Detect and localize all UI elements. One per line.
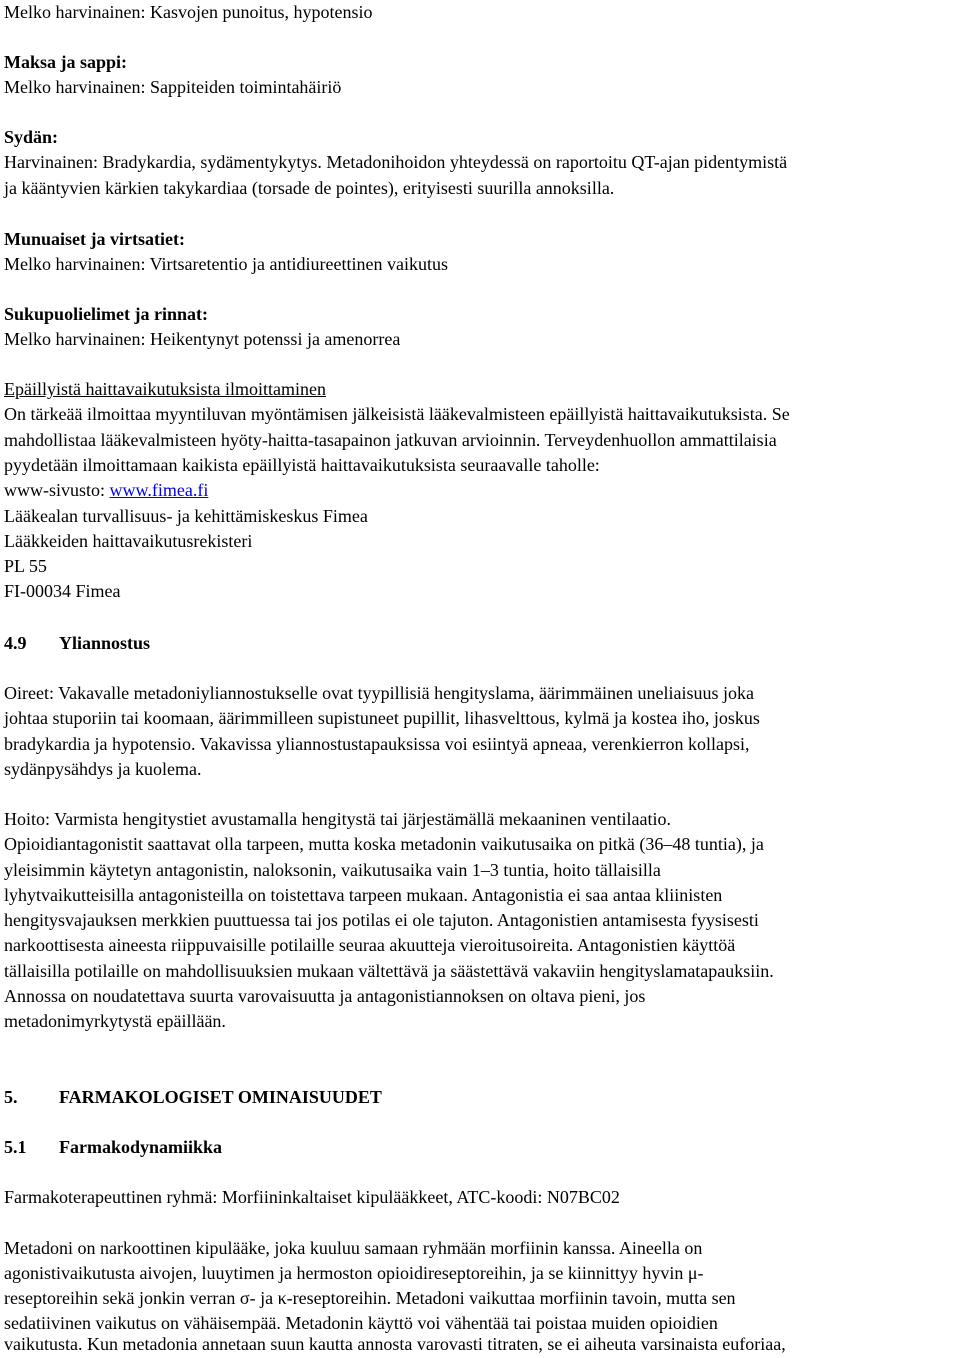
text-line: mahdollistaa lääkevalmisteen hyöty-haitta-tasapainon jatkuvan arvioinnin. Terveydenhuollon ammattilaisia (4, 430, 777, 450)
section-heading-pharmacology (4, 1085, 382, 1111)
text-line: johtaa stuporiin tai koomaan, äärimmilleen supistuneet pupillit, lihasvelttous, kylmä ja kostea iho, joskus (4, 708, 760, 728)
text-line: Oireet: Vakavalle metadoniyliannostukselle ovat tyypillisiä hengityslama, äärimmäinen uneliaisuus joka (4, 683, 754, 703)
text-line: hengitysvajauksen merkkien puuttuessa tai jos potilas ei ole tajuton. Antagonistien antamisesta fyysisesti (4, 910, 759, 930)
website-line (4, 478, 208, 504)
text-line: metadonimyrkytystä epäillään. (4, 1011, 226, 1031)
text-line: PL 55 (4, 556, 47, 576)
text-line: ja kääntyvien kärkien takykardiaa (torsade de pointes), erityisesti suurilla annoksilla. (4, 178, 615, 198)
section-number: 5.1 (4, 1137, 27, 1157)
section-number: 5. (4, 1087, 18, 1107)
text-line: reseptoreihin sekä jonkin verran σ- ja κ-reseptoreihin. Metadoni vaikuttaa morfiinin tavoin, mutta sen (4, 1288, 736, 1308)
text-line: Melko harvinainen: Kasvojen punoitus, hypotensio (4, 2, 373, 22)
fimea-link[interactable]: www.fimea.fi (109, 480, 209, 500)
section-heading-pharmacodynamics (4, 1135, 222, 1161)
text-line: pyydetään ilmoittamaan kaikista epäillyistä haittavaikutuksista seuraavalle taholle: (4, 455, 600, 475)
text-line: FI-00034 Fimea (4, 581, 121, 601)
section-heading-liver: Maksa ja sappi: (4, 52, 128, 72)
section-heading-reproductive: Sukupuolielimet ja rinnat: (4, 304, 209, 324)
text-line: Melko harvinainen: Virtsaretentio ja antidiureettinen vaikutus (4, 254, 448, 274)
text-line: yleisimmin käytetyn antagonistin, naloksonin, vaikutusaika vain 1–3 tuntia, hoito tällaisilla (4, 860, 661, 880)
section-heading-overdose (4, 631, 150, 657)
text-line: tällaisilla potilaille on mahdollisuuksien mukaan vältettävä ja säästettävä vakaviin hengityslamatapauksiin. (4, 961, 774, 981)
text-line: narkoottisesta aineesta riippuvaisille potilaille seuraa akuutteja vieroitusoireita. Antagonistien käyttöä (4, 935, 736, 955)
section-title: Yliannostus (59, 633, 151, 653)
section-title: Farmakodynamiikka (59, 1137, 223, 1157)
section-heading-reporting: Epäillyistä haittavaikutuksista ilmoittaminen (4, 379, 326, 399)
text-line: sedatiivinen vaikutus on vähäisempää. Metadonin käyttö voi vähentää tai poistaa muiden opioidien (4, 1313, 718, 1333)
text-line: vaikutusta. Kun metadonia annetaan suun kautta annosta varovasti titraten, se ei aiheuta varsinaista euforiaa, (4, 1334, 786, 1354)
text-line: lyhytvaikutteisilla antagonisteilla on toistettava tarpeen mukaan. Antagonistia ei saa antaa kliinisten (4, 885, 723, 905)
section-title: FARMAKOLOGISET OMINAISUUDET (59, 1087, 382, 1107)
text-line: Melko harvinainen: Heikentynyt potenssi ja amenorrea (4, 329, 401, 349)
text-line: bradykardia ja hypotensio. Vakavissa yliannostustapauksissa voi esiintyä apneaa, verenkierron kollapsi, (4, 734, 750, 754)
text-line: Hoito: Varmista hengitystiet avustamalla hengitystä tai järjestämällä mekaaninen ventilaatio. (4, 809, 671, 829)
text-line: agonistivaikutusta aivojen, luuytimen ja hermoston opioidireseptoreihin, ja se kiinnittyy hyvin μ- (4, 1263, 704, 1283)
text-line: Melko harvinainen: Sappiteiden toimintahäiriö (4, 77, 342, 97)
text-line: Farmakoterapeuttinen ryhmä: Morfiininkaltaiset kipulääkkeet, ATC-koodi: N07BC02 (4, 1187, 620, 1207)
section-heading-kidneys: Munuaiset ja virtsatiet: (4, 229, 185, 249)
text-line: Lääkealan turvallisuus- ja kehittämiskeskus Fimea (4, 506, 368, 526)
text-line: Metadoni on narkoottinen kipulääke, joka kuuluu samaan ryhmään morfiinin kanssa. Aineella on (4, 1238, 703, 1258)
text-line: On tärkeää ilmoittaa myyntiluvan myöntämisen jälkeisistä lääkevalmisteen epäillyistä haittavaikutuksista. Se (4, 404, 790, 424)
text-line: Opioidiantagonistit saattavat olla tarpeen, mutta koska metadonin vaikutusaika on pitkä (36–48 tuntia), ja (4, 834, 764, 854)
text-line: sydänpysähdys ja kuolema. (4, 759, 202, 779)
website-label: www-sivusto: (4, 480, 110, 500)
text-line: Lääkkeiden haittavaikutusrekisteri (4, 531, 253, 551)
section-heading-heart: Sydän: (4, 127, 59, 147)
section-number: 4.9 (4, 633, 27, 653)
text-line: Harvinainen: Bradykardia, sydämentykytys. Metadonihoidon yhteydessä on raportoitu QT-ajan pidentymistä (4, 152, 788, 172)
text-line: Annossa on noudatettava suurta varovaisuutta ja antagonistiannoksen on oltava pieni, jos (4, 986, 646, 1006)
